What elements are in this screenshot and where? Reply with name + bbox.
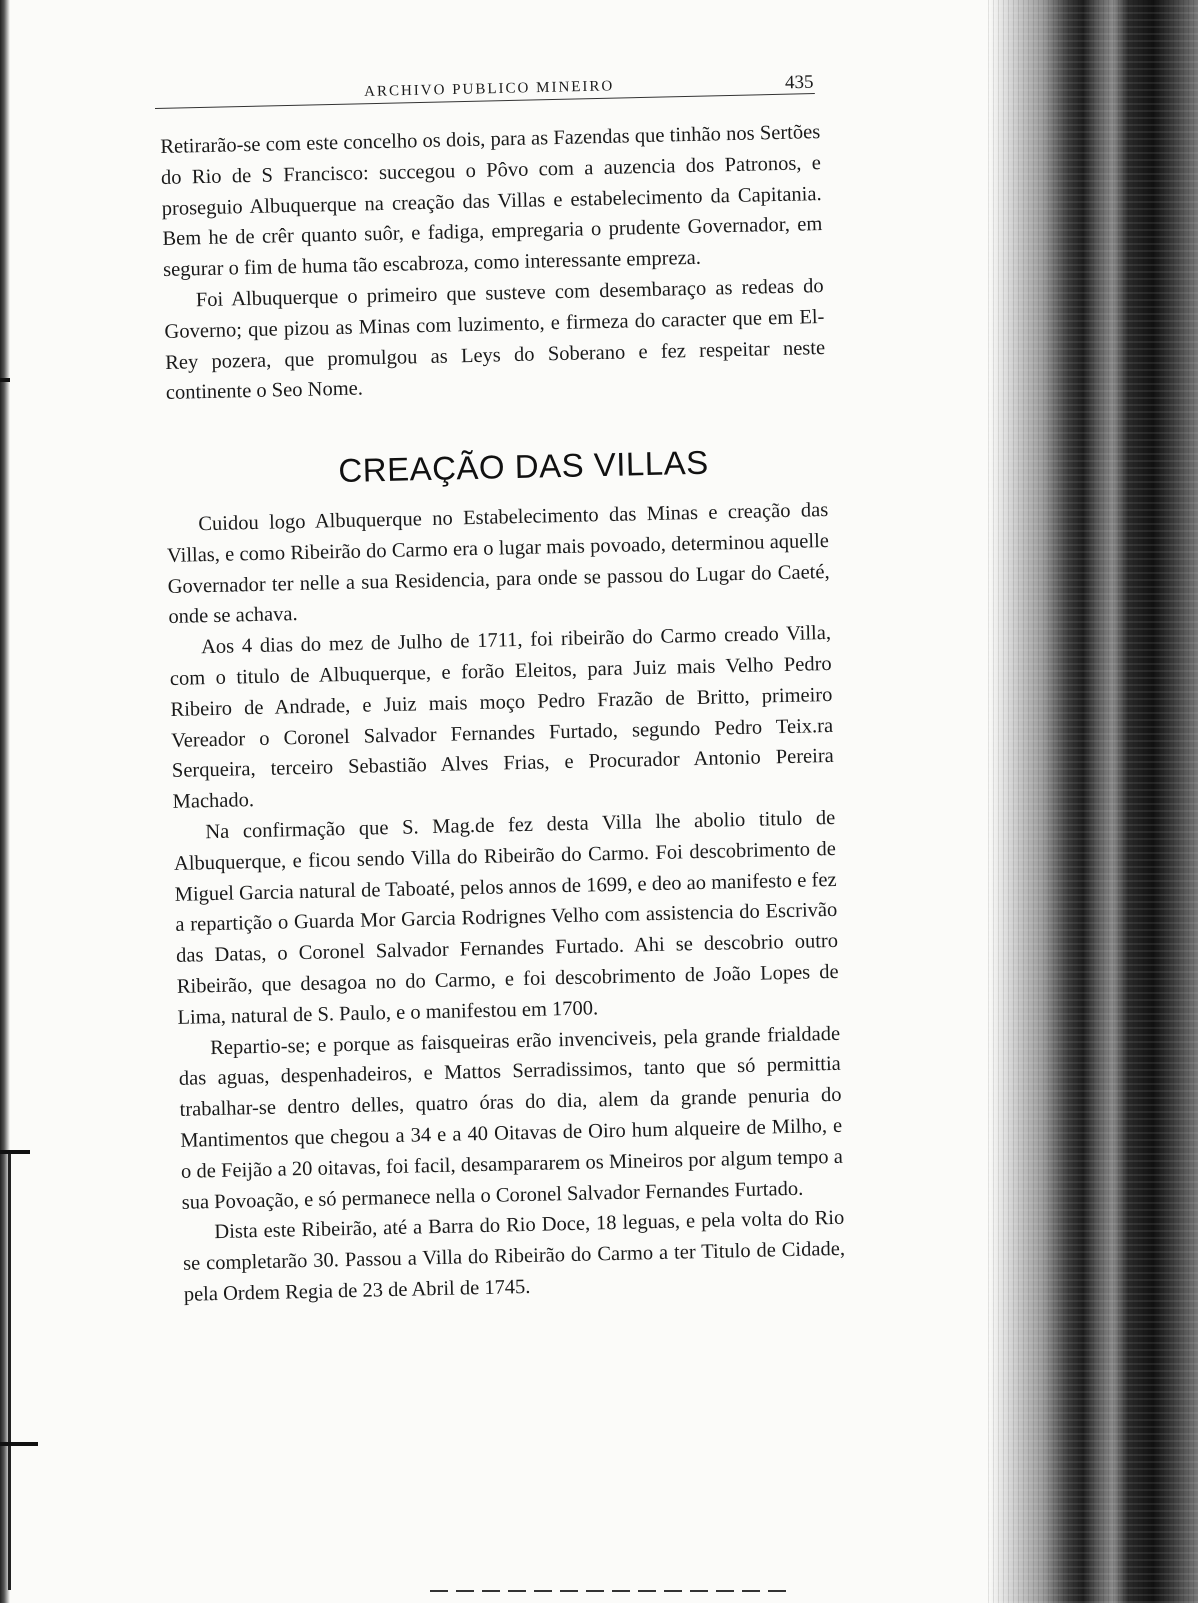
bottom-scan-artifact — [430, 1590, 790, 1592]
left-margin-stem — [8, 1150, 11, 1590]
paragraph: Na confirmação que S. Mag.de fez desta Villa lhe abolio titulo de Albuquerque, e ficou sendo Villa do Ribeirão do Carmo. Foi descobrimento de Miguel Garcia natural de Taboaté, pelos annos de 1699, e deo ao manifesto e fez a repartição o Guarda Mor Garcia Rodrignes Velho com assistencia do Escrivão das Datas, o Coronel Salvador Fernandes Furtado. Ahi se descobrio outro Ribeirão, que desagoa no do Carmo, e foi descobrimento de João Lopes de Lima, natural de S. Paulo, e o manifestou em 1700. — [173, 806, 839, 1029]
text-block-before-title — [160, 117, 826, 409]
paragraph: Foi Albuquerque o primeiro que susteve com desembaraço as redeas do Governo; que pizou as Minas com luzimento, e firmeza do caracter que em El-Rey pozera, que promulgou as Leys do Soberano e fez respeitar neste continente o Seo Nome. — [164, 274, 826, 405]
gutter-texture — [988, 0, 1198, 1603]
running-head: ARCHIVO PUBLICO MINEIRO — [364, 78, 615, 100]
text-block-after-title — [166, 495, 846, 1311]
section-title: CREAÇÃO DAS VILLAS — [338, 443, 710, 489]
paragraph: Dista este Ribeirão, até a Barra do Rio Doce, 18 leguas, e pela volta do Rio se completarão 30. Passou a Villa do Ribeirão do Carmo a ter Titulo de Cidade, pela Ordem Regia de 23 de Abril de 1745. — [182, 1207, 846, 1306]
left-margin-mark — [0, 1150, 30, 1154]
left-margin-mark — [0, 1442, 38, 1446]
paragraph: Repartio-se; e porque as faisqueiras erão invenciveis, pela grande frialdade das aguas, despenhadeiros, e Mattos Serradissimos, tanto que só permittia trabalhar-se dentro delles, quatro óras do dia, alem da grande penuria do Mantimentos que chegou a 34 e a 40 Oitavas de Oiro hum alqueire de Milho, e o de Feijão a 20 oitavas, foi facil, desampararem os Mineiros por algum tempo a sua Povoação, e só permanece nella o Coronel Salvador Fernandes Furtado. — [178, 1022, 844, 1214]
page-number: 435 — [784, 71, 814, 94]
paragraph: Aos 4 dias do mez de Julho de 1711, foi ribeirão do Carmo creado Villa, com o titulo de Albuquerque, e forão Eleitos, para Juiz mais Velho Pedro Ribeiro de Andrade, e Juiz mais moço Pedro Frazão de Britto, primeiro Vereador o Coronel Salvador Fernandes Furtado, segundo Pedro Teix.ra Serqueira, terceiro Sebastião Alves Frias, e Procurador Antonio Pereira Machado. — [169, 622, 835, 814]
paragraph: Cuidou logo Albuquerque no Estabelecimento das Minas e creação das Villas, e como Ribeirão do Carmo era o lugar mais povoado, determinou aquelle Governador ter nelle a sua Residencia, para onde se passou do Lugar do Caeté, onde se achava. — [166, 498, 830, 629]
paragraph: Retirarão-se com este concelho os dois, para as Fazendas que tinhão nos Sertões do Rio de S Francisco: succegou o Pôvo com a auzencia dos Patronos, e proseguio Albuquerque na creação das Villas e estabelecimento da Capitania. Bem he de crêr quanto suôr, e fadiga, empregaria o prudente Governador, em segurar o fim de huma tão escabroza, como interessante empreza. — [160, 121, 823, 282]
left-margin-mark — [0, 378, 10, 382]
